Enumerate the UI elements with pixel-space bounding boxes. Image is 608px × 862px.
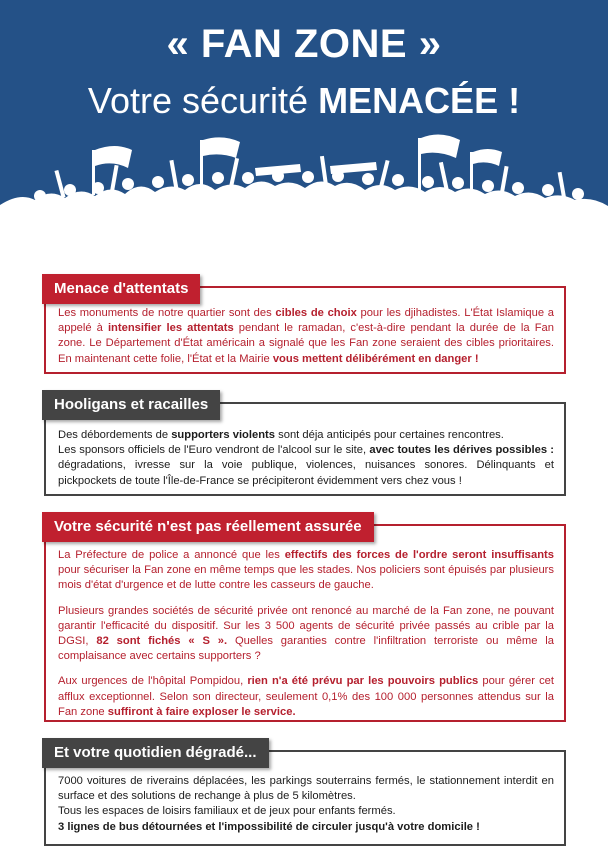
main-title: « FAN ZONE » — [166, 22, 442, 66]
section-title-security: Votre sécurité n'est pas réellement assurée — [42, 512, 374, 542]
section-attacks — [44, 280, 566, 374]
paragraph — [58, 674, 554, 720]
text-run: dégradations, ivresse sur la voie publique, violences, nuisances sonores. Délinquants et pickpockets de toute l'Île-de-France se précipiteront évidemment vers chez vous ! — [58, 459, 554, 487]
text-run: pendant le ramadan, c'est-à-dire pendant la durée de la Fan zone. Le Département d'État américain a signalé que les Fan zone seraient des cibles prioritaires. En maintenant cette folie, l'État et la Mairie — [58, 322, 554, 365]
bold-text: intensifier les attentats — [107, 322, 234, 335]
bold-text: 3 lignes de bus détournées et l'impossibilité de circuler jusqu'à votre domicile ! — [58, 820, 480, 833]
bold-text: vous mettent délibérément en danger ! — [272, 352, 479, 365]
text-run: pour les djihadistes. L'État Islamique a appelé à — [58, 307, 554, 335]
text-run: pour sécuriser la Fan zone en même temps que les stades. Nos policiers sont épuisés par plusieurs mois d'état d'urgence et de lutte contre les casseurs de gauche. — [58, 564, 554, 592]
bold-text: supporters violents — [171, 429, 276, 441]
subtitle-start: Votre sécurité — [87, 80, 309, 121]
section-title-daily-life: Et votre quotidien dégradé... — [42, 738, 269, 768]
text-run: Quelles garanties contre l'infiltration terroriste ou même la complaisance avec certains supporters ? — [58, 635, 554, 663]
paragraph — [58, 820, 554, 835]
text-run: sont déja anticipés pour certaines rencontres. — [275, 429, 504, 441]
header-banner — [0, 0, 608, 250]
section-daily-life — [44, 744, 566, 846]
paragraph — [58, 306, 554, 367]
text-run: Tous les espaces de loisirs familiaux et de jeux pour enfants fermés. — [58, 805, 396, 818]
text-run: Les monuments de notre quartier sont des — [58, 307, 276, 319]
text-run: Des débordements de — [58, 429, 172, 441]
bold-text: avec toutes les dérives possibles : — [369, 444, 554, 457]
paragraph — [58, 443, 554, 489]
text-run: Aux urgences de l'hôpital Pompidou, — [58, 675, 248, 688]
bold-text: effectifs des forces de l'ordre seront insuffisants — [284, 549, 554, 561]
text-run: La Préfecture de police a annoncé que les — [58, 549, 285, 561]
subtitle-emphasis: MENACÉE ! — [318, 80, 521, 121]
bold-text: suffiront à faire exploser le service. — [107, 705, 296, 718]
paragraph — [58, 428, 554, 443]
text-run: Les sponsors officiels de l'Euro vendront de l'alcool sur le site, — [58, 444, 370, 457]
section-title-attacks: Menace d'attentats — [42, 274, 200, 304]
text-run: 7000 voitures de riverains déplacées, les parkings souterrains fermés, le stationnement interdit en surface et des solutions de rechange à plus de 5 kilomètres. — [58, 775, 554, 803]
paragraph — [58, 804, 554, 819]
paragraph — [58, 548, 554, 594]
paragraph — [58, 774, 554, 804]
section-hooligans — [44, 396, 566, 496]
bold-text: rien n'a été prévu par les pouvoirs publics — [247, 675, 479, 688]
section-title-hooligans: Hooligans et racailles — [42, 390, 220, 420]
bold-text: 82 sont fichés « S ». — [96, 635, 228, 648]
text-run: Plusieurs grandes sociétés de sécurité privée ont renoncé au marché de la Fan zone, ne pouvant garantir l'efficacité du dispositif. Sur les 3 500 agents de sécurité privée passés au crible par la DGSI, — [58, 604, 554, 648]
bold-text: cibles de choix — [275, 307, 357, 319]
section-body-security — [46, 526, 564, 720]
subtitle — [0, 80, 608, 122]
section-security — [44, 518, 566, 722]
paragraph — [58, 604, 554, 665]
text-run: pour gérer cet afflux exceptionnel. Selon son directeur, seulement 0,1% des 100 000 personnes attendus sur la Fan zone — [58, 675, 554, 718]
